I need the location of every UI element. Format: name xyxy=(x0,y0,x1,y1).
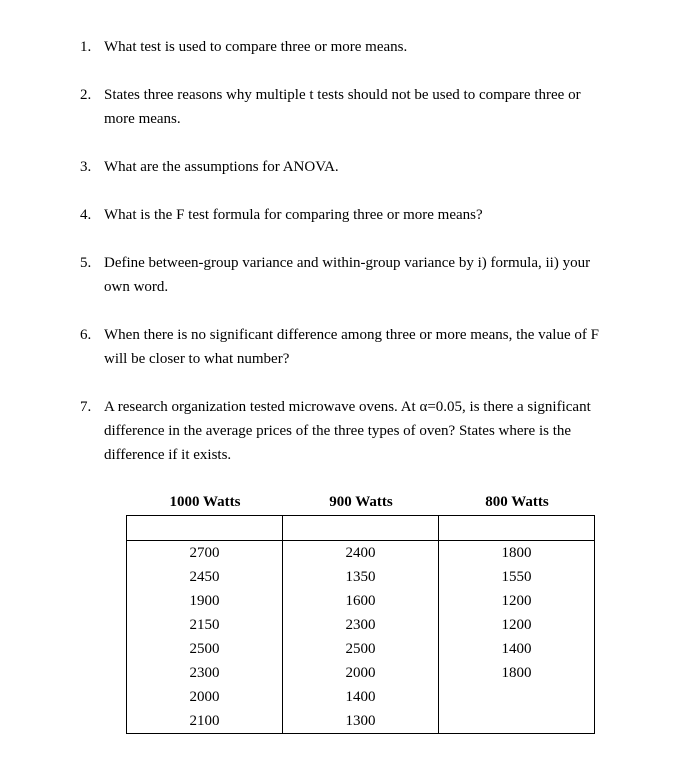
table-cell xyxy=(127,516,283,541)
column-header-1000-watts: 1000 Watts xyxy=(169,494,241,510)
question-text xyxy=(104,83,639,131)
question-line: difference in the average prices of the three types of oven? States where is the xyxy=(104,423,572,439)
table-cell: 1200 xyxy=(439,589,595,613)
table-row xyxy=(127,661,595,685)
question-number: 3. xyxy=(80,159,92,175)
table-cell: 2300 xyxy=(127,661,283,685)
question-line: own word. xyxy=(104,279,169,295)
question-line: will be closer to what number? xyxy=(104,351,290,367)
table-cell xyxy=(439,685,595,709)
table-cell xyxy=(439,709,595,734)
question-line: What are the assumptions for ANOVA. xyxy=(104,159,339,175)
table-blank-row xyxy=(127,516,595,541)
question-line: A research organization tested microwave ovens. At α=0.05, is there a significant xyxy=(104,399,591,415)
table-row xyxy=(127,637,595,661)
question-line: What test is used to compare three or more means. xyxy=(104,39,408,55)
table-cell: 1900 xyxy=(127,589,283,613)
table-row xyxy=(127,589,595,613)
table-row xyxy=(127,541,595,566)
question-number: 5. xyxy=(80,255,92,271)
column-header-800-watts: 800 Watts xyxy=(485,494,549,510)
table-cell: 2500 xyxy=(283,637,439,661)
question-line: What is the F test formula for comparing three or more means? xyxy=(104,207,483,223)
table-cell: 2000 xyxy=(127,685,283,709)
question-line: difference if it exists. xyxy=(104,447,232,463)
question-text xyxy=(104,203,639,227)
table-cell xyxy=(283,516,439,541)
table-cell: 1400 xyxy=(283,685,439,709)
question-text xyxy=(104,395,639,467)
question-line: When there is no significant difference among three or more means, the value of F xyxy=(104,327,599,343)
question-number: 1. xyxy=(80,39,92,55)
table-cell: 1200 xyxy=(439,613,595,637)
question-number: 4. xyxy=(80,207,92,223)
table-row xyxy=(127,565,595,589)
table-cell: 2300 xyxy=(283,613,439,637)
table-cell: 2500 xyxy=(127,637,283,661)
table-cell xyxy=(439,516,595,541)
question-number: 6. xyxy=(80,327,92,343)
question-text xyxy=(104,155,639,179)
table-row xyxy=(127,685,595,709)
table-cell: 2150 xyxy=(127,613,283,637)
question-line: States three reasons why multiple t tests should not be used to compare three or xyxy=(104,87,581,103)
question-text xyxy=(104,35,639,59)
table-cell: 2700 xyxy=(127,541,283,566)
question-text xyxy=(104,323,639,371)
table-cell: 1350 xyxy=(283,565,439,589)
question-line: Define between-group variance and within-group variance by i) formula, ii) your xyxy=(104,255,591,271)
table-cell: 1550 xyxy=(439,565,595,589)
table-row xyxy=(127,709,595,734)
question-number: 7. xyxy=(80,399,92,415)
table-cell: 1400 xyxy=(439,637,595,661)
table-cell: 2100 xyxy=(127,709,283,734)
table-cell: 1800 xyxy=(439,661,595,685)
question-number: 2. xyxy=(80,87,92,103)
table-cell: 1300 xyxy=(283,709,439,734)
oven-prices-table xyxy=(126,515,595,734)
table-cell: 1600 xyxy=(283,589,439,613)
table-cell: 2450 xyxy=(127,565,283,589)
table-cell: 2000 xyxy=(283,661,439,685)
question-text xyxy=(104,251,639,299)
column-header-900-watts: 900 Watts xyxy=(329,494,393,510)
table-row xyxy=(127,613,595,637)
question-line: more means. xyxy=(104,111,181,127)
table-cell: 2400 xyxy=(283,541,439,566)
table-cell: 1800 xyxy=(439,541,595,566)
